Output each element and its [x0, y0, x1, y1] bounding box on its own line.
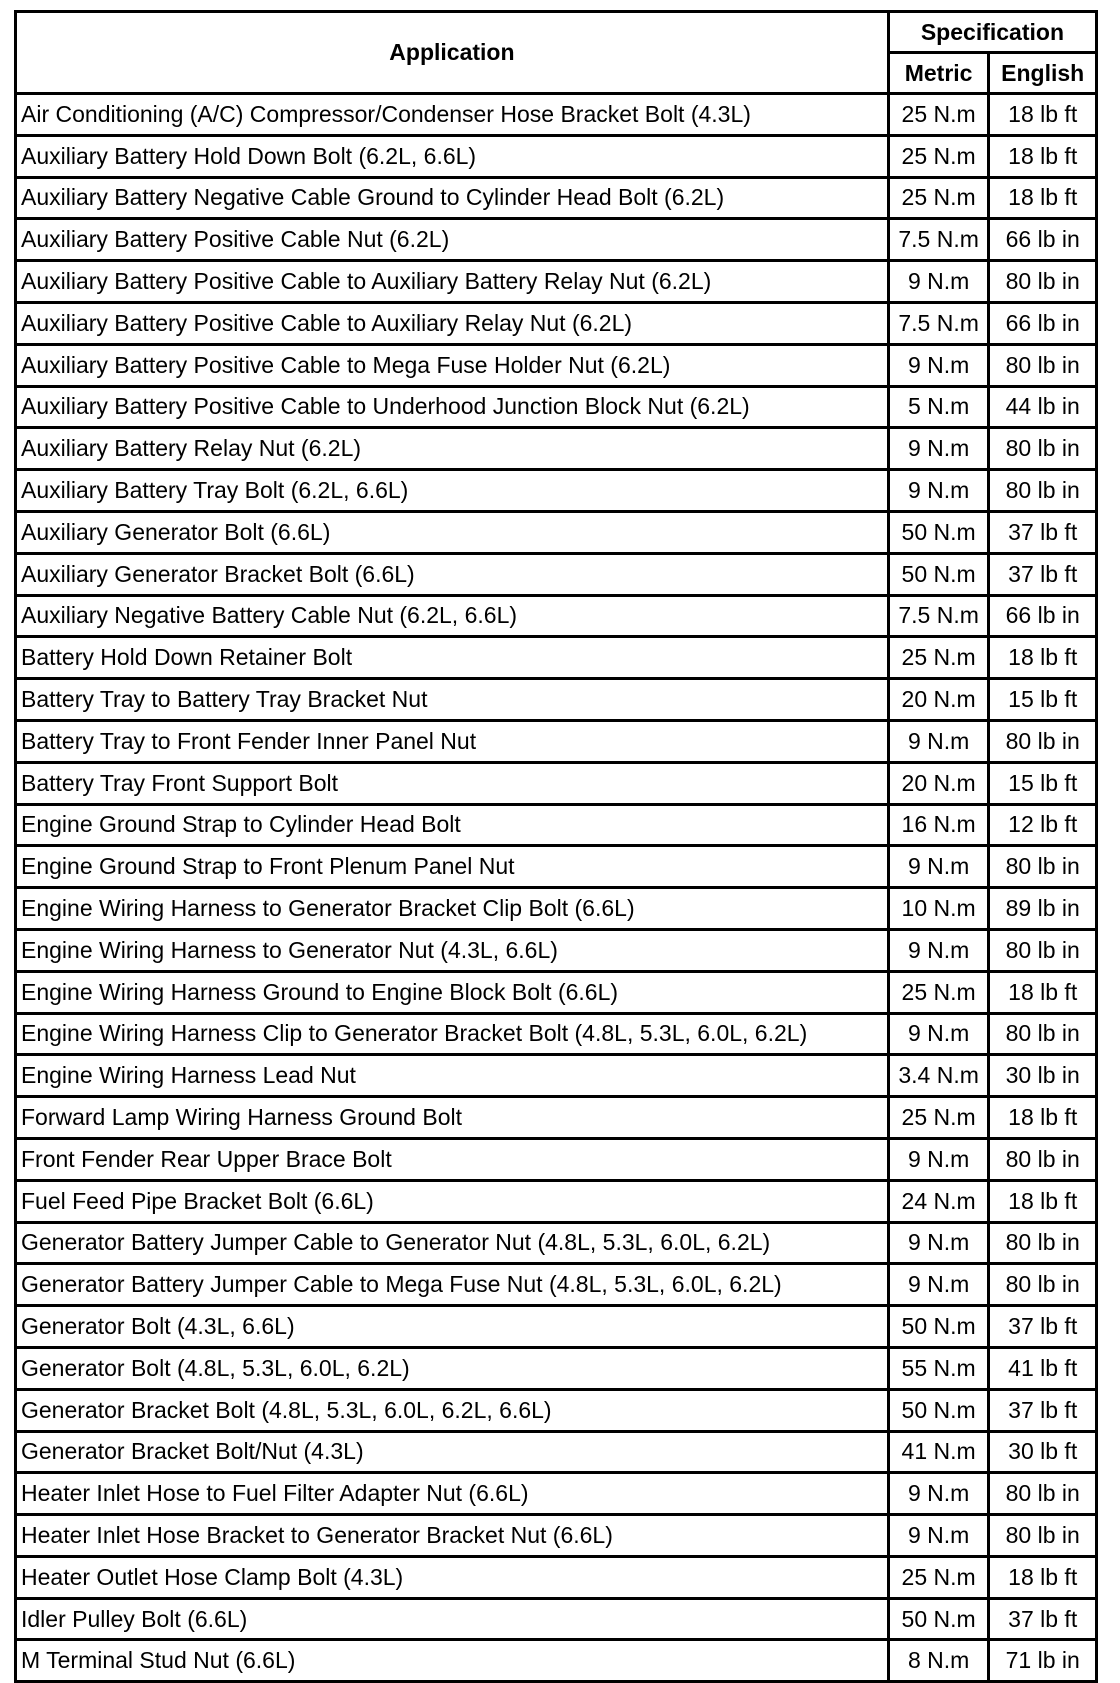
metric-cell: 41 N.m	[888, 1431, 989, 1473]
application-cell: Idler Pulley Bolt (6.6L)	[16, 1598, 889, 1640]
table-row	[16, 804, 1097, 846]
table-row	[16, 1347, 1097, 1389]
english-cell: 18 lb ft	[989, 135, 1097, 177]
table-row	[16, 135, 1097, 177]
english-cell: 12 lb ft	[989, 804, 1097, 846]
english-cell: 37 lb ft	[989, 1598, 1097, 1640]
table-body	[16, 94, 1097, 1682]
table-row	[16, 1013, 1097, 1055]
table-row	[16, 553, 1097, 595]
application-cell: Auxiliary Generator Bracket Bolt (6.6L)	[16, 553, 889, 595]
application-cell: Auxiliary Battery Hold Down Bolt (6.2L, 6.6L)	[16, 135, 889, 177]
english-cell: 80 lb in	[989, 261, 1097, 303]
application-cell: Engine Wiring Harness Ground to Engine Block Bolt (6.6L)	[16, 971, 889, 1013]
table-row	[16, 595, 1097, 637]
metric-cell: 9 N.m	[888, 1138, 989, 1180]
application-cell: Generator Bracket Bolt/Nut (4.3L)	[16, 1431, 889, 1473]
application-cell: Generator Battery Jumper Cable to Generator Nut (4.8L, 5.3L, 6.0L, 6.2L)	[16, 1222, 889, 1264]
metric-cell: 9 N.m	[888, 344, 989, 386]
table-row	[16, 637, 1097, 679]
metric-cell: 9 N.m	[888, 846, 989, 888]
english-cell: 18 lb ft	[989, 1180, 1097, 1222]
application-cell: Heater Outlet Hose Clamp Bolt (4.3L)	[16, 1556, 889, 1598]
application-cell: Battery Tray to Front Fender Inner Panel Nut	[16, 720, 889, 762]
application-cell: Forward Lamp Wiring Harness Ground Bolt	[16, 1097, 889, 1139]
english-cell: 80 lb in	[989, 1473, 1097, 1515]
table-row	[16, 94, 1097, 136]
application-cell: Heater Inlet Hose Bracket to Generator Bracket Nut (6.6L)	[16, 1515, 889, 1557]
application-cell: Auxiliary Negative Battery Cable Nut (6.2L, 6.6L)	[16, 595, 889, 637]
application-cell: Engine Wiring Harness to Generator Bracket Clip Bolt (6.6L)	[16, 888, 889, 930]
metric-cell: 55 N.m	[888, 1347, 989, 1389]
application-cell: Auxiliary Battery Positive Cable Nut (6.2L)	[16, 219, 889, 261]
metric-cell: 50 N.m	[888, 1389, 989, 1431]
english-cell: 30 lb in	[989, 1055, 1097, 1097]
english-cell: 18 lb ft	[989, 637, 1097, 679]
english-cell: 80 lb in	[989, 929, 1097, 971]
table-row	[16, 1640, 1097, 1682]
english-cell: 80 lb in	[989, 720, 1097, 762]
table-row	[16, 1431, 1097, 1473]
table-row	[16, 888, 1097, 930]
application-cell: Battery Tray Front Support Bolt	[16, 762, 889, 804]
english-cell: 15 lb ft	[989, 762, 1097, 804]
application-cell: Auxiliary Battery Positive Cable to Underhood Junction Block Nut (6.2L)	[16, 386, 889, 428]
metric-cell: 50 N.m	[888, 1306, 989, 1348]
table-row	[16, 302, 1097, 344]
english-cell: 80 lb in	[989, 1138, 1097, 1180]
table-row	[16, 929, 1097, 971]
english-cell: 18 lb ft	[989, 971, 1097, 1013]
metric-cell: 7.5 N.m	[888, 302, 989, 344]
english-cell: 80 lb in	[989, 428, 1097, 470]
table-row	[16, 261, 1097, 303]
english-cell: 80 lb in	[989, 1013, 1097, 1055]
metric-cell: 50 N.m	[888, 553, 989, 595]
table-row	[16, 1473, 1097, 1515]
application-cell: Front Fender Rear Upper Brace Bolt	[16, 1138, 889, 1180]
metric-cell: 7.5 N.m	[888, 595, 989, 637]
application-cell: Generator Bolt (4.3L, 6.6L)	[16, 1306, 889, 1348]
english-cell: 80 lb in	[989, 470, 1097, 512]
application-cell: Auxiliary Battery Positive Cable to Auxiliary Battery Relay Nut (6.2L)	[16, 261, 889, 303]
metric-cell: 8 N.m	[888, 1640, 989, 1682]
table-row	[16, 1055, 1097, 1097]
metric-cell: 25 N.m	[888, 94, 989, 136]
table-row	[16, 1598, 1097, 1640]
metric-cell: 9 N.m	[888, 1515, 989, 1557]
application-cell: Battery Hold Down Retainer Bolt	[16, 637, 889, 679]
table-row	[16, 219, 1097, 261]
torque-specification-table	[14, 10, 1098, 1683]
metric-header: Metric	[888, 53, 989, 94]
english-cell: 18 lb ft	[989, 94, 1097, 136]
metric-cell: 9 N.m	[888, 1222, 989, 1264]
english-cell: 66 lb in	[989, 219, 1097, 261]
application-cell: Air Conditioning (A/C) Compressor/Condenser Hose Bracket Bolt (4.3L)	[16, 94, 889, 136]
table-row	[16, 470, 1097, 512]
english-cell: 80 lb in	[989, 1264, 1097, 1306]
metric-cell: 16 N.m	[888, 804, 989, 846]
metric-cell: 50 N.m	[888, 1598, 989, 1640]
english-cell: 30 lb ft	[989, 1431, 1097, 1473]
english-cell: 15 lb ft	[989, 679, 1097, 721]
table-row	[16, 344, 1097, 386]
application-cell: M Terminal Stud Nut (6.6L)	[16, 1640, 889, 1682]
metric-cell: 9 N.m	[888, 929, 989, 971]
application-cell: Auxiliary Battery Positive Cable to Mega Fuse Holder Nut (6.2L)	[16, 344, 889, 386]
metric-cell: 50 N.m	[888, 511, 989, 553]
application-cell: Engine Wiring Harness Lead Nut	[16, 1055, 889, 1097]
english-cell: 66 lb in	[989, 302, 1097, 344]
application-cell: Engine Wiring Harness to Generator Nut (4.3L, 6.6L)	[16, 929, 889, 971]
table-row	[16, 1389, 1097, 1431]
application-cell: Battery Tray to Battery Tray Bracket Nut	[16, 679, 889, 721]
application-cell: Generator Bracket Bolt (4.8L, 5.3L, 6.0L, 6.2L, 6.6L)	[16, 1389, 889, 1431]
metric-cell: 7.5 N.m	[888, 219, 989, 261]
metric-cell: 9 N.m	[888, 1013, 989, 1055]
specification-header: Specification	[888, 12, 1096, 53]
table-row	[16, 1222, 1097, 1264]
table-row	[16, 1180, 1097, 1222]
table-row	[16, 177, 1097, 219]
english-cell: 71 lb in	[989, 1640, 1097, 1682]
english-cell: 37 lb ft	[989, 1389, 1097, 1431]
application-cell: Engine Ground Strap to Cylinder Head Bolt	[16, 804, 889, 846]
table-row	[16, 1097, 1097, 1139]
english-cell: 41 lb ft	[989, 1347, 1097, 1389]
application-cell: Auxiliary Battery Positive Cable to Auxiliary Relay Nut (6.2L)	[16, 302, 889, 344]
table-row	[16, 720, 1097, 762]
application-cell: Auxiliary Battery Negative Cable Ground to Cylinder Head Bolt (6.2L)	[16, 177, 889, 219]
table-header	[16, 12, 1097, 94]
table-row	[16, 511, 1097, 553]
english-cell: 18 lb ft	[989, 177, 1097, 219]
table-row	[16, 846, 1097, 888]
metric-cell: 25 N.m	[888, 177, 989, 219]
english-cell: 66 lb in	[989, 595, 1097, 637]
metric-cell: 25 N.m	[888, 135, 989, 177]
table-row	[16, 1556, 1097, 1598]
table-row	[16, 1306, 1097, 1348]
metric-cell: 25 N.m	[888, 1097, 989, 1139]
metric-cell: 25 N.m	[888, 971, 989, 1013]
application-cell: Generator Battery Jumper Cable to Mega Fuse Nut (4.8L, 5.3L, 6.0L, 6.2L)	[16, 1264, 889, 1306]
application-cell: Auxiliary Battery Relay Nut (6.2L)	[16, 428, 889, 470]
english-cell: 89 lb in	[989, 888, 1097, 930]
metric-cell: 3.4 N.m	[888, 1055, 989, 1097]
table-row	[16, 971, 1097, 1013]
table-row	[16, 762, 1097, 804]
table-row	[16, 1138, 1097, 1180]
english-header: English	[989, 53, 1097, 94]
english-cell: 44 lb in	[989, 386, 1097, 428]
metric-cell: 20 N.m	[888, 679, 989, 721]
english-cell: 80 lb in	[989, 1515, 1097, 1557]
english-cell: 80 lb in	[989, 1222, 1097, 1264]
english-cell: 37 lb ft	[989, 511, 1097, 553]
application-cell: Generator Bolt (4.8L, 5.3L, 6.0L, 6.2L)	[16, 1347, 889, 1389]
application-cell: Engine Wiring Harness Clip to Generator Bracket Bolt (4.8L, 5.3L, 6.0L, 6.2L)	[16, 1013, 889, 1055]
english-cell: 18 lb ft	[989, 1097, 1097, 1139]
table-row	[16, 679, 1097, 721]
english-cell: 80 lb in	[989, 846, 1097, 888]
application-cell: Engine Ground Strap to Front Plenum Panel Nut	[16, 846, 889, 888]
application-cell: Fuel Feed Pipe Bracket Bolt (6.6L)	[16, 1180, 889, 1222]
metric-cell: 9 N.m	[888, 720, 989, 762]
table-row	[16, 1264, 1097, 1306]
metric-cell: 25 N.m	[888, 1556, 989, 1598]
application-header: Application	[16, 12, 889, 94]
metric-cell: 10 N.m	[888, 888, 989, 930]
english-cell: 37 lb ft	[989, 1306, 1097, 1348]
application-cell: Heater Inlet Hose to Fuel Filter Adapter Nut (6.6L)	[16, 1473, 889, 1515]
metric-cell: 5 N.m	[888, 386, 989, 428]
application-cell: Auxiliary Generator Bolt (6.6L)	[16, 511, 889, 553]
english-cell: 37 lb ft	[989, 553, 1097, 595]
metric-cell: 9 N.m	[888, 428, 989, 470]
metric-cell: 9 N.m	[888, 261, 989, 303]
metric-cell: 9 N.m	[888, 1264, 989, 1306]
english-cell: 18 lb ft	[989, 1556, 1097, 1598]
table-row	[16, 386, 1097, 428]
metric-cell: 24 N.m	[888, 1180, 989, 1222]
metric-cell: 9 N.m	[888, 1473, 989, 1515]
table-row	[16, 1515, 1097, 1557]
application-cell: Auxiliary Battery Tray Bolt (6.2L, 6.6L)	[16, 470, 889, 512]
table-row	[16, 428, 1097, 470]
metric-cell: 9 N.m	[888, 470, 989, 512]
english-cell: 80 lb in	[989, 344, 1097, 386]
metric-cell: 25 N.m	[888, 637, 989, 679]
metric-cell: 20 N.m	[888, 762, 989, 804]
